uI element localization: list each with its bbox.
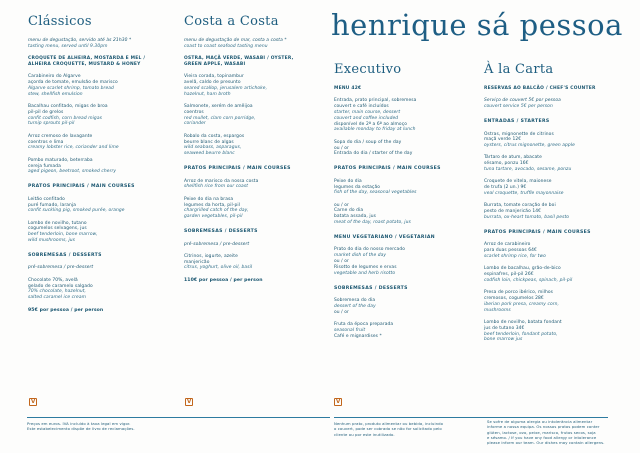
column-heading-a-la-carta: À la Carta bbox=[484, 62, 554, 77]
menu-item bbox=[28, 221, 168, 244]
menu-line: disponível de 2ª a 6ª ao almoço bbox=[334, 121, 408, 127]
column-heading-executivo: Executivo bbox=[334, 62, 402, 77]
menu-column-costa-a-costa bbox=[184, 14, 324, 290]
menu-line: tuna tartare, avocado, sesame, ponzu bbox=[484, 167, 572, 173]
menu-line: Risotto de legumes e ervas bbox=[334, 264, 397, 270]
menu-line: seaweed beurre blanc bbox=[184, 151, 235, 157]
menu-line: menu de degustação de mar, costa a costa * bbox=[184, 38, 287, 43]
menu-line: Presa de porco ibérico, milhos bbox=[484, 290, 554, 296]
menu-line: beurre blanc de algas bbox=[184, 139, 234, 145]
menu-line: tasting menu, served until 9.30pm bbox=[28, 43, 108, 49]
column-heading-classicos: Clássicos bbox=[28, 14, 92, 29]
menu-item bbox=[184, 254, 324, 271]
menu-column-executivo bbox=[334, 62, 476, 346]
menu-line: shellfish rice from our coast bbox=[184, 184, 249, 190]
menu-section-header bbox=[184, 229, 324, 235]
menu-caps bbox=[184, 56, 324, 68]
menu-line: Sopa do dia / soup of the day bbox=[334, 139, 402, 145]
menu-note bbox=[184, 38, 324, 50]
menu-line: MENU VEGETARIANO / VEGETARIAN bbox=[334, 234, 435, 240]
menu-line: RESERVAS AO BALCÃO / CHEF'S COUNTER bbox=[484, 86, 596, 91]
menu-price bbox=[184, 278, 324, 284]
menu-item bbox=[184, 74, 324, 97]
column-heading-costa-a-costa: Costa a Costa bbox=[184, 14, 279, 29]
menu-line: Café e mignardises * bbox=[334, 333, 382, 339]
menu-line: menu de degustação, servido até às 21h30 * bbox=[28, 38, 132, 43]
menu-line: hazelnut, ham broth bbox=[184, 91, 231, 97]
vegetarian-badge-icon: V bbox=[187, 399, 192, 405]
menu-line: vegetable and herb risotto bbox=[334, 270, 396, 276]
menu-line: citrus, yoghurt, olive oil, basil bbox=[184, 265, 253, 271]
menu-section-header bbox=[334, 166, 476, 172]
menu-item bbox=[484, 290, 616, 313]
menu-line: ou / or bbox=[334, 309, 349, 315]
menu-line: 95€ por pessoa / per person bbox=[28, 307, 104, 313]
menu-item bbox=[184, 134, 324, 157]
menu-line: Croquete de vitela, maionese bbox=[484, 179, 552, 185]
menu-line: Peixe do dia na brasa bbox=[184, 196, 234, 202]
menu-item bbox=[28, 104, 168, 127]
menu-line: Burrata, tomate coração de boi bbox=[484, 203, 556, 209]
menu-line: Bacalhau confitado, migas de broa bbox=[28, 104, 108, 109]
menu-line: Ostras, mignonette de citrinos bbox=[484, 131, 554, 137]
menu-line: ou / or bbox=[334, 202, 349, 208]
menu-item bbox=[484, 203, 616, 220]
menu-caps bbox=[334, 86, 476, 92]
menu-line: coentros bbox=[184, 109, 204, 115]
menu-line: couvert e café incluídos bbox=[334, 104, 389, 110]
menu-line: salted caramel ice cream bbox=[28, 295, 87, 301]
menu-line: available monday to friday at lunch bbox=[334, 127, 416, 133]
menu-line: SOBREMESAS / DESSERTS bbox=[28, 252, 102, 258]
menu-line: meat of the day, roast potato, jus bbox=[334, 220, 411, 226]
menu-item bbox=[484, 155, 616, 172]
menu-line: legumes da estação bbox=[334, 184, 381, 190]
menu-line: GREEN APPLE, WASABI bbox=[184, 61, 246, 67]
menu-line: para duas pessoas 64€ bbox=[484, 248, 537, 254]
menu-line: starter, main course, dessert bbox=[334, 109, 401, 115]
menu-line: Entrada do dia / starter of the day bbox=[334, 151, 413, 157]
menu-item bbox=[184, 197, 324, 220]
menu-price bbox=[28, 308, 168, 314]
fineprint-line: Este estabelecimento dispõe de livro de reclamações. bbox=[27, 426, 135, 432]
menu-item bbox=[28, 197, 168, 214]
menu-line: veal croquette, truffle mayonnaise bbox=[484, 191, 564, 196]
menu-line: cereja fumada bbox=[28, 163, 61, 169]
menu-line: codfish loin, chickpeas, spinach, pil-pil bbox=[484, 277, 573, 283]
menu-line: Pombo maturado, beterraba bbox=[28, 157, 93, 163]
menu-line: 70% chocolate, hazelnut, bbox=[28, 289, 87, 295]
menu-line: seasonal fruit bbox=[334, 327, 366, 333]
menu-line: Entrada, prato principal, sobremesa bbox=[334, 98, 417, 104]
menu-line: cremosos, cogumelos 28€ bbox=[484, 296, 544, 301]
menu-line: ENTRADAS / STARTERS bbox=[484, 118, 550, 124]
menu-item bbox=[184, 104, 324, 127]
menu-line: burrata, ox-heart tomato, basil pesto bbox=[484, 214, 570, 220]
footer-fineprint-right bbox=[487, 419, 615, 446]
menu-line: Sobremesa do dia bbox=[334, 298, 376, 304]
menu-line: chargrilled catch of the day, bbox=[184, 208, 249, 214]
menu-line: Prato do dia do nosso mercado bbox=[334, 247, 405, 253]
menu-note bbox=[484, 98, 616, 110]
menu-line: Lombo de bacalhau, grão-de-bico bbox=[484, 266, 561, 272]
menu-line: SOBREMESAS / DESSERTS bbox=[334, 285, 408, 291]
menu-caps bbox=[484, 86, 616, 92]
fineprint-line: Nenhum prato, produto alimentar ou bebida, incluindo bbox=[334, 421, 444, 426]
menu-note bbox=[28, 38, 168, 50]
menu-line: wild seabass, asparagus, bbox=[184, 145, 242, 151]
menu-section-header bbox=[484, 230, 616, 236]
fineprint-line: Se sofre de alguma alergia ou intolerância alimentar bbox=[487, 419, 593, 424]
menu-line: PRATOS PRINCIPAIS / MAIN COURSES bbox=[334, 166, 441, 172]
page-title: henrique sá pessoa bbox=[331, 8, 623, 42]
menu-line: coriander bbox=[184, 121, 206, 127]
menu-line: creamy lobster rice, coriander and lime bbox=[28, 145, 119, 151]
menu-line: maçã verde 12€ bbox=[484, 137, 522, 143]
menu-line: Arroz de marisco da nossa costa bbox=[184, 178, 259, 184]
menu-item bbox=[484, 179, 616, 196]
menu-line: espinafres, pil-pil 26€ bbox=[484, 272, 534, 278]
vegetarian-badge-icon: V bbox=[31, 399, 36, 405]
menu-line: sésamo, ponzu 16€ bbox=[484, 161, 529, 167]
fineprint-line: cliente ou por este inutilizado. bbox=[334, 431, 395, 437]
menu-line: ou / or bbox=[334, 259, 349, 265]
menu-note bbox=[184, 242, 324, 248]
menu-line: SOBREMESAS / DESSERTS bbox=[184, 228, 258, 234]
menu-item bbox=[184, 179, 324, 191]
menu-line: Robalo da costa, espargos bbox=[184, 133, 245, 139]
menu-line: wild mushrooms, jus bbox=[28, 238, 76, 244]
menu-line: legumes da horta, pil-pil bbox=[184, 202, 241, 208]
fineprint-line: Preços em euros. IVA incluído à taxa legal em vigor. bbox=[27, 421, 131, 426]
menu-item bbox=[334, 98, 476, 133]
menu-line: market dish of the day bbox=[334, 253, 387, 259]
menu-line: Peixe do dia bbox=[334, 178, 362, 184]
menu-item bbox=[484, 132, 616, 149]
menu-section-header bbox=[334, 235, 476, 241]
fineprint-line: o couvert, pode ser cobrado se não for solicitado pelo bbox=[334, 426, 442, 432]
menu-item bbox=[28, 278, 168, 301]
menu-line: garden vegetables, pil-pil bbox=[184, 214, 243, 220]
menu-line: fish of the day, seasonal vegetables bbox=[334, 190, 417, 196]
menu-line: Vieira corada, topinambur bbox=[184, 74, 244, 80]
menu-caps bbox=[28, 56, 168, 68]
menu-line: Fruta da época preparada bbox=[334, 322, 394, 327]
footer-fineprint-left bbox=[27, 421, 317, 432]
menu-item bbox=[484, 266, 616, 283]
menu-item bbox=[334, 140, 476, 157]
menu-line: MENU 42€ bbox=[334, 86, 362, 91]
menu-line: coast to coast seafood tasting menu bbox=[184, 43, 268, 49]
menu-item bbox=[334, 179, 476, 196]
menu-line: turnip sprouts pil-pil bbox=[28, 121, 75, 127]
menu-item bbox=[484, 242, 616, 259]
menu-line: iberian pork presa, creamy corn, bbox=[484, 301, 560, 307]
menu-line: confit suckling pig, smoked purée, orange bbox=[28, 208, 125, 214]
menu-line: pré-sobremesa / pre-dessert bbox=[28, 265, 94, 271]
menu-line: pesto de manjericão 14€ bbox=[484, 209, 542, 215]
menu-line: de trufa (2 un.) 9€ bbox=[484, 185, 527, 191]
menu-line: Carabineiro do Algarve bbox=[28, 74, 81, 80]
menu-line: PRATOS PRINCIPAIS / MAIN COURSES bbox=[484, 229, 591, 235]
menu-line: jus de tutano 34€ bbox=[484, 325, 525, 331]
menu-line: Chocolate 70%, avelã bbox=[28, 277, 78, 283]
menu-blocks bbox=[28, 38, 168, 314]
menu-blocks bbox=[484, 86, 616, 343]
menu-line: seared scallop, jerusalem artichoke, bbox=[184, 85, 268, 91]
menu-section-header bbox=[184, 166, 324, 172]
menu-section-header bbox=[28, 253, 168, 259]
footer-fineprint-center bbox=[334, 421, 474, 437]
menu-line: pré-sobremesa / pre-dessert bbox=[184, 241, 250, 247]
menu-line: bone marrow jus bbox=[484, 337, 523, 343]
menu-line: scarlet shrimp rice, for two bbox=[484, 253, 546, 259]
menu-line: manjericão bbox=[184, 259, 210, 265]
menu-item bbox=[28, 74, 168, 97]
menu-line: Serviço de couvert 5€ por pessoa bbox=[484, 98, 561, 104]
menu-line: confit codfish, corn bread migas bbox=[28, 115, 102, 121]
menu-line: puré fumado, laranja bbox=[28, 202, 77, 208]
menu-line: couvert service 5€ per person bbox=[484, 104, 553, 110]
menu-blocks bbox=[334, 86, 476, 339]
vegetarian-badge-icon: V bbox=[336, 399, 341, 405]
footer-rule-right bbox=[334, 417, 608, 418]
menu-line: Salmonete, xerém de amêijoa bbox=[184, 104, 253, 109]
menu-line: mushrooms bbox=[484, 307, 511, 313]
menu-line: Lombo de novilho, tutano bbox=[28, 220, 87, 226]
menu-item bbox=[484, 320, 616, 343]
menu-blocks bbox=[184, 38, 324, 284]
menu-item bbox=[334, 298, 476, 315]
fineprint-line: please inform our team. Our dishes may contain allergens. bbox=[487, 440, 605, 446]
menu-line: red mullet, clam corn porridge, bbox=[184, 115, 256, 121]
menu-line: ALHEIRA CROQUETTE, MUSTARD & HONEY bbox=[28, 61, 141, 67]
menu-line: beef tenderloin, bone marrow, bbox=[28, 232, 98, 238]
fineprint-line: glúten, lactose, ovo, peixe, marisco, frutos secos, soja bbox=[487, 429, 596, 435]
menu-line: dessert of the day bbox=[334, 303, 376, 309]
menu-item bbox=[334, 322, 476, 339]
menu-line: OSTRA, MAÇÃ VERDE, WASABI / OYSTER, bbox=[184, 56, 294, 62]
menu-section-header bbox=[484, 119, 616, 125]
menu-line: açorda de tomate, emulsão de marisco bbox=[28, 80, 118, 86]
menu-section-header bbox=[334, 286, 476, 292]
menu-line: PRATOS PRINCIPAIS / MAIN COURSES bbox=[28, 184, 135, 190]
menu-item bbox=[334, 203, 476, 226]
fineprint-line: e sésamo. / If you have any food allergy or intolerance bbox=[487, 434, 597, 440]
menu-item bbox=[334, 247, 476, 276]
menu-line: ou / or bbox=[334, 145, 349, 151]
menu-line: cogumelos selvagens, jus bbox=[28, 226, 87, 232]
menu-line: gelado de caramelo salgado bbox=[28, 283, 93, 289]
menu-item bbox=[28, 134, 168, 151]
menu-column-a-la-carta bbox=[484, 62, 616, 350]
menu-line: beef tenderloin, fondant potato, bbox=[484, 331, 558, 337]
menu-line: batata assada, jus bbox=[334, 214, 377, 220]
menu-line: Arroz cremoso de lavagante bbox=[28, 133, 93, 139]
menu-line: PRATOS PRINCIPAIS / MAIN COURSES bbox=[184, 166, 291, 171]
menu-line: oysters, citrus mignonette, green apple bbox=[484, 143, 575, 149]
menu-line: Arroz de carabineiro bbox=[484, 242, 531, 248]
menu-line: coentros e lima bbox=[28, 139, 64, 145]
menu-line: Lombo de novilho, batata fondant bbox=[484, 319, 562, 325]
menu-line: pil-pil de grelos bbox=[28, 109, 64, 115]
menu-line: Leitão confitado bbox=[28, 196, 65, 202]
footer-rule-left bbox=[27, 417, 330, 418]
menu-line: Carne do dia bbox=[334, 208, 364, 214]
menu-section-header bbox=[28, 184, 168, 190]
menu-item bbox=[28, 158, 168, 175]
menu-line: avelã, caldo de presunto bbox=[184, 80, 241, 86]
menu-line: Tártaro de atum, abacate bbox=[484, 155, 542, 161]
menu-line: couvert and coffee included bbox=[334, 115, 399, 121]
fineprint-line: informe a nossa equipa. Os nossos pratos podem conter bbox=[487, 424, 600, 430]
menu-line: 110€ por pessoa / per person bbox=[184, 277, 263, 283]
menu-line: Algarve scarlet shrimp, tomato bread bbox=[28, 85, 114, 91]
menu-line: CROQUETE DE ALHEIRA, MOSTARDA E MEL / bbox=[28, 56, 146, 62]
menu-line: Citrinos, iogurte, azeite bbox=[184, 253, 238, 259]
menu-note bbox=[28, 265, 168, 271]
menu-column-classicos bbox=[28, 14, 168, 320]
menu-line: aged pigeon, beetroot, smoked cherry bbox=[28, 169, 117, 175]
menu-line: stew, shellfish emulsion bbox=[28, 91, 83, 97]
